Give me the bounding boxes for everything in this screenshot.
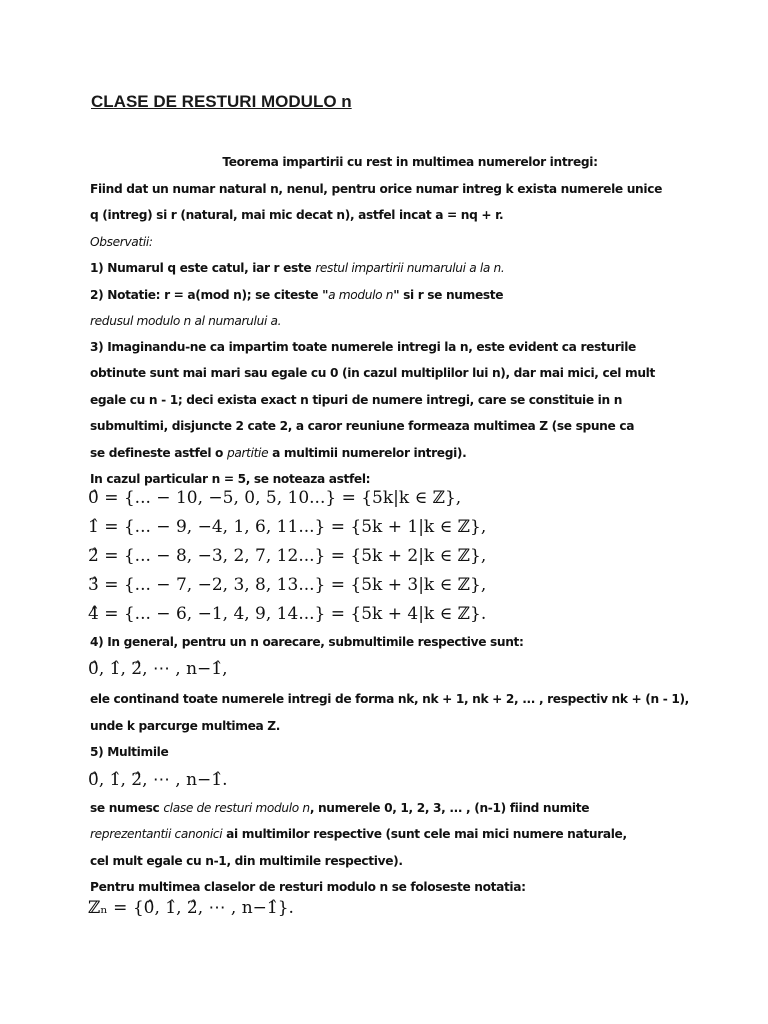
obs5-italic: clase de resturi modulo n	[163, 801, 310, 815]
observation-3-line-2: obtinute sunt mai mari sau egale cu 0 (in cazul multiplilor lui n), dar mai mici, cel mult	[90, 366, 655, 380]
obs2-text: 2) Notatie: r = a(mod n); se citeste "	[90, 288, 329, 302]
observation-3-line-3: egale cu n - 1; deci exista exact n tipuri de numere intregi, care se constituie in n	[90, 393, 623, 407]
class-list-observation-5: 0̂, 1̂, 2̂, ⋯ , n−1̂.	[88, 770, 228, 790]
page-title: CLASE DE RESTURI MODULO n	[91, 92, 352, 111]
obs1-italic: restul impartirii numarului a la n.	[315, 261, 505, 275]
observation-3-line-4: submultimi, disjuncte 2 cate 2, a caror reuniune formeaza multimea Z (se spune ca	[90, 419, 635, 433]
observation-4-line-2: unde k parcurge multimea Z.	[90, 719, 281, 733]
residue-class-3: 3̂ = {... − 7, −2, 3, 8, 13...} = {5k + 3|k ∈ ℤ},	[88, 575, 487, 595]
case-n5-intro: In cazul particular n = 5, se noteaza astfel:	[90, 472, 371, 486]
notation-intro: Pentru multimea claselor de resturi modulo n se foloseste notatia:	[90, 880, 526, 894]
residue-class-0: 0̂ = {... − 10, −5, 0, 5, 10...} = {5k|k ∈ ℤ},	[88, 488, 462, 508]
theorem-heading: Teorema impartirii cu rest in multimea numerelor intregi:	[222, 155, 598, 169]
observation-5-line-2	[90, 827, 730, 841]
theorem-line-2: q (intreg) si r (natural, mai mic decat n), astfel incat a = nq + r.	[90, 208, 504, 222]
obs5-text: se numesc	[90, 801, 164, 815]
observation-4-intro: 4) In general, pentru un n oarecare, submultimile respective sunt:	[90, 635, 524, 649]
zn-definition: ℤₙ = {0̂, 1̂, 2̂, ⋯ , n−1̂}.	[88, 898, 294, 918]
observation-1	[90, 261, 730, 275]
obs3-text: se defineste astfel o	[90, 446, 227, 460]
observation-3-line-1: 3) Imaginandu-ne ca impartim toate numerele intregi la n, este evident ca resturile	[90, 340, 636, 354]
obs3-text-end: a multimii numerelor intregi).	[268, 446, 467, 460]
residue-class-2: 2̂ = {... − 8, −3, 2, 7, 12...} = {5k + 2|k ∈ ℤ},	[88, 546, 487, 566]
observation-5-line-1	[90, 801, 730, 815]
residue-class-1: 1̂ = {... − 9, −4, 1, 6, 11...} = {5k + 1|k ∈ ℤ},	[88, 517, 487, 537]
observation-2	[90, 288, 730, 302]
observatii-label: Observatii:	[90, 235, 153, 249]
observation-4-line-1: ele continand toate numerele intregi de forma nk, nk + 1, nk + 2, ... , respectiv nk + (n - 1),	[90, 692, 689, 706]
observation-2-continued: redusul modulo n al numarului a.	[90, 314, 282, 328]
residue-class-4: 4̂ = {... − 6, −1, 4, 9, 14...} = {5k + 4|k ∈ ℤ}.	[88, 604, 487, 624]
obs1-text: 1) Numarul q este catul, iar r este	[90, 261, 316, 275]
obs5-text-2: ai multimilor respective (sunt cele mai mici numere naturale,	[222, 827, 627, 841]
obs5-text-end: , numerele 0, 1, 2, 3, ... , (n-1) fiind numite	[309, 801, 590, 815]
obs2-text-end: " si r se numeste	[393, 288, 504, 302]
obs2-italic: a modulo n	[328, 288, 394, 302]
obs5-italic-2: reprezentantii canonici	[90, 827, 223, 841]
theorem-line-1: Fiind dat un numar natural n, nenul, pentru orice numar intreg k exista numerele unice	[90, 182, 662, 196]
observation-5-line-3: cel mult egale cu n-1, din multimile respective).	[90, 854, 403, 868]
obs3-italic: partitie	[226, 446, 269, 460]
observation-3-line-5	[90, 446, 730, 460]
class-list-general: 0̂, 1̂, 2̂, ⋯ , n−1̂,	[88, 659, 228, 679]
observation-5-intro: 5) Multimile	[90, 745, 169, 759]
